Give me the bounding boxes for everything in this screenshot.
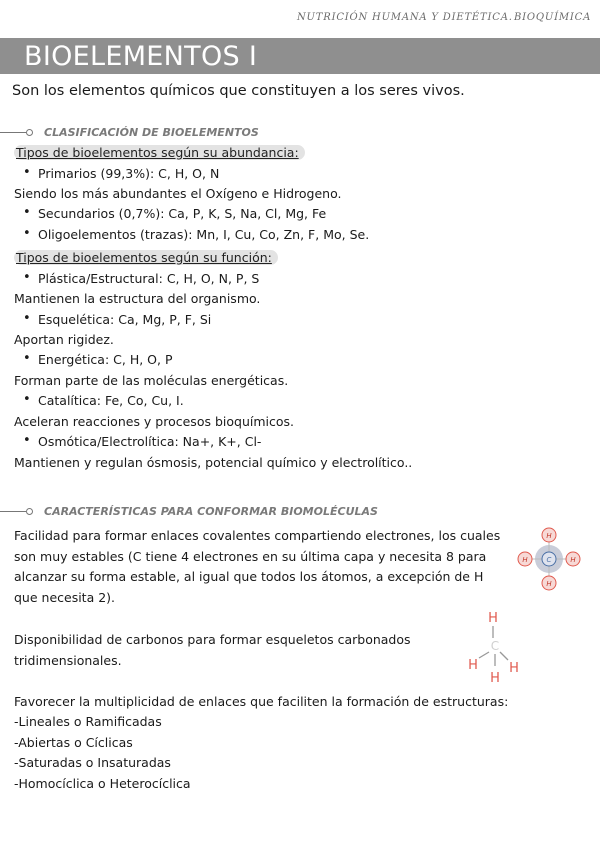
subheading-abundance: Tipos de bioelementos según su abundancia: [14,145,305,160]
hydrogen-label: H [570,556,576,564]
methane-h-right: H [509,661,519,676]
note-energetic: Forman parte de las moléculas energéticas. [14,373,289,388]
methane-c: C [490,639,500,653]
page-title: BIOELEMENTOS I [24,41,258,72]
heading-line [0,132,26,133]
list-item-osmotic: • Osmótica/Electrolítica: Na+, K+, Cl- [38,434,261,449]
list-item: -Homocíclica o Heterocíclica [14,775,191,791]
heading-line [0,511,26,512]
header-subject: BIOQUÍMICA [514,12,592,23]
bond-line [500,652,508,660]
note-skeletal: Aportan rigidez. [14,332,114,347]
methane-h-left: H [468,658,478,673]
carbon-label: C [546,556,552,564]
list-item: -Saturadas o Insaturadas [14,755,171,770]
structure-list [14,712,314,794]
list-item: -Abiertas o Cíclicas [14,734,133,750]
methane-h-top: H [488,611,498,626]
paragraph-bond-multiplicity: Favorecer la multiplicidad de enlaces que faciliten la formación de estructuras: [14,694,509,709]
subheading-function: Tipos de bioelementos según su función: [14,250,278,265]
paragraph-carbon-skeletons: Disponibilidad de carbonos para formar esqueletos carbonados tridimensionales. [14,632,411,668]
header-course: NUTRICIÓN HUMANA Y DIETÉTICA. [297,12,513,23]
note-osmotic: Mantienen y regulan ósmosis, potencial químico y electrolítico.. [14,455,413,470]
hydrogen-label: H [546,532,552,540]
list-item-primary: • Primarios (99,3%): C, H, O, N [38,166,219,181]
list-item-energetic: • Energética: C, H, O, P [38,352,173,367]
list-item-catalytic: • Catalítica: Fe, Co, Cu, I. [38,393,184,408]
intro-text: Son los elementos químicos que constituyen a los seres vivos. [12,83,465,99]
note-plastic: Mantienen la estructura del organismo. [14,291,261,306]
bond-line [479,652,489,658]
section-title: CARACTERÍSTICAS PARA CONFORMAR BIOMOLÉCULAS [44,505,378,518]
note-primary: Siendo los más abundantes el Oxígeno e Hidrogeno. [14,186,342,201]
paragraph-covalent-bonds: Facilidad para formar enlaces covalentes compartiendo electrones, los cuales son muy estables (C tiene 4 electrones en su última capa y necesita 8 para alcanzar su forma estable, al igual que todos los átomos, a excepción de H que necesita 2). [14,528,501,605]
section-heading-characteristics [0,505,378,519]
list-item-skeletal: • Esquelética: Ca, Mg, P, F, Si [38,312,211,327]
heading-dot [26,129,33,136]
heading-dot [26,508,33,515]
note-catalytic: Aceleran reacciones y procesos bioquímicos. [14,414,294,429]
list-item: -Lineales o Ramificadas [14,714,162,729]
carbon-bonding-diagram [512,526,586,592]
hydrogen-label: H [546,580,552,588]
list-item-secondary: • Secundarios (0,7%): Ca, P, K, S, Na, Cl, Mg, Fe [38,206,326,221]
section-title: CLASIFICACIÓN DE BIOELEMENTOS [44,126,259,139]
list-item-trace: • Oligoelementos (trazas): Mn, I, Cu, Co, Zn, F, Mo, Se. [38,227,369,242]
methane-structure-diagram [464,608,520,688]
hydrogen-label: H [522,556,528,564]
methane-h-bottom: H [490,671,500,686]
list-item-plastic: • Plástica/Estructural: C, H, O, N, P, S [38,271,259,286]
section-heading-classification [0,126,300,140]
